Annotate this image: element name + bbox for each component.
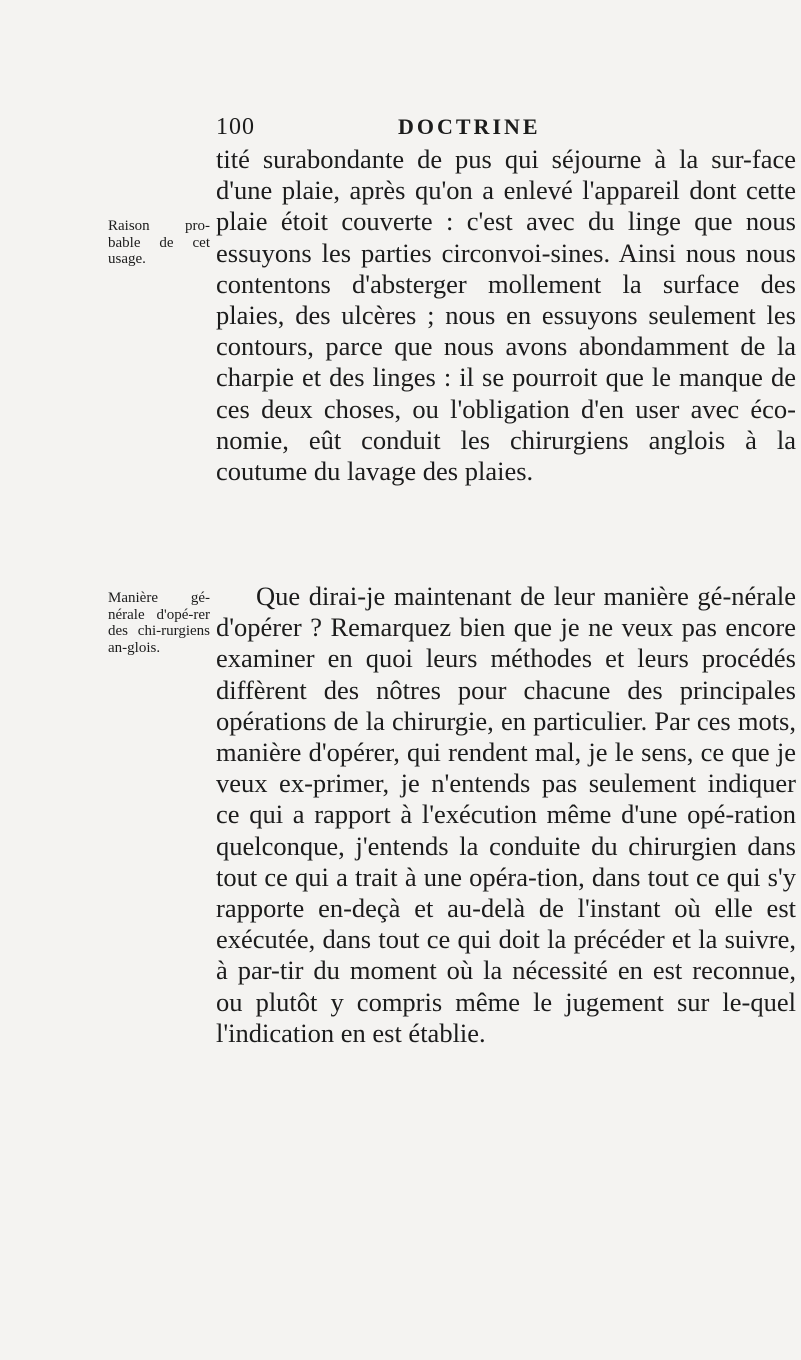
paragraph: tité surabondante de pus qui séjourne à la sur-face d'une plaie, après qu'on a enlevé l'appareil dont cette plaie étoit couverte : c'est avec du linge que nous essuyons les parties circonvoi-sines. Ainsi nous nous contentons d'absterger mollement la surface des plaies, des ulcères ; nous en essuyons seulement les contours, parce que nous avons abondamment de la charpie et des linges : il se pourroit que le manque de ces deux choses, ou l'obligation d'en user avec éco-nomie, eût conduit les chirurgiens anglois à la coutume du lavage des plaies. bbox=[216, 144, 796, 487]
margin-note: Manière gé-nérale d'opé-rer des chi-rurgiens an-glois. bbox=[108, 590, 210, 656]
page-number: 100 bbox=[216, 114, 255, 140]
running-title: DOCTRINE bbox=[398, 114, 541, 139]
page-header bbox=[216, 114, 801, 144]
margin-note: Raison pro-bable de cet usage. bbox=[108, 218, 210, 267]
paragraph: Que dirai-je maintenant de leur manière gé-nérale d'opérer ? Remarquez bien que je ne veux pas encore examiner en quoi leurs méthodes et leurs procédés diffèrent des nôtres pour chacune des principales opérations de la chirurgie, en particulier. Par ces mots, manière d'opérer, qui rendent mal, je le sens, ce que je veux ex-primer, je n'entends pas seulement indiquer ce qui a rapport à l'exécution même d'une opé-ration quelconque, j'entends la conduite du chirurgien dans tout ce qui a trait à une opéra-tion, dans tout ce qui s'y rapporte en-deçà et au-delà de l'instant où elle est exécutée, dans tout ce qui doit la précéder et la suivre, à par-tir du moment où la nécessité en est reconnue, ou plutôt y compris même le jugement sur le-quel l'indication en est établie. bbox=[216, 581, 796, 1048]
